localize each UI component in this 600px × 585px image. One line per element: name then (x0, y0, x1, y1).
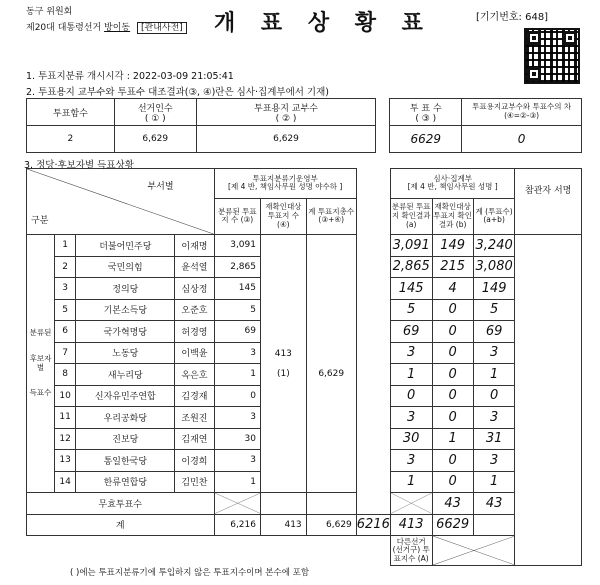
total-all: 6,629 (306, 514, 356, 536)
invalid-row (27, 493, 582, 515)
precinct-name: 방이동 (104, 23, 131, 33)
summary-voters: 6,629 (114, 126, 196, 153)
col-recheck-check: 재확인대상 투표지 확인결과 (b) (432, 198, 473, 234)
observer-signature-cell (515, 235, 582, 566)
col-classified: 분류된 투표지 수 (③) (214, 198, 260, 234)
section-2-heading: 2. 투표용지 교부수와 투표수 대조결과(③, ④)란은 심사·집계부에서 기재) (26, 87, 329, 98)
summary-boxes: 2 (27, 126, 115, 153)
review-header: 심사·집계부 [제 4 반, 책임사무원 성명 ] (390, 169, 515, 199)
summary-table (26, 98, 582, 153)
qr-code (524, 28, 580, 84)
total-row (27, 514, 582, 536)
page-title: 개 표 상 황 표 (214, 11, 432, 36)
candidate-row: 분류된 후보자별 득표수 1 더불어민주당 이재명 3,091 413 (1) 6,629 3,091 149 3,240 (27, 235, 582, 257)
total-classified-check: 6216 (356, 514, 390, 536)
grand-total-cell: 6,629 (306, 235, 356, 493)
candidate-row: 14 한류연합당 김민찬 1 1 0 1 (27, 471, 582, 493)
candidate-row: 10 신자유민주연합 김경재 0 0 0 0 (27, 385, 582, 407)
election-info (26, 20, 187, 33)
invalid-sum: 43 (473, 493, 515, 515)
candidate-row: 3 정의당 심상정 145 145 4 149 (27, 278, 582, 300)
precinct-type: [관내사전] (137, 22, 187, 34)
other-election-row (27, 536, 582, 566)
col-classified-check: 분류된 투표지 확인결과 (a) (390, 198, 432, 234)
summary-header-boxes: 투표함수 (27, 99, 115, 126)
header-diagonal-cell (27, 169, 215, 235)
summary-header-votes: 투 표 수 ( ③ ) (390, 99, 462, 126)
candidate-row: 13 통일한국당 이경희 3 3 0 3 (27, 450, 582, 472)
summary-header-voters: 선거인수 ( ① ) (114, 99, 196, 126)
observer-header: 참관자 서명 (515, 169, 582, 235)
candidate-row: 5 기본소득당 오준호 5 5 0 5 (27, 299, 582, 321)
total-recheck: 413 (260, 514, 306, 536)
total-sum: 6629 (432, 514, 473, 536)
section-3-heading: 3. 정당·후보자별 득표상황 (24, 160, 134, 171)
candidate-row: 8 새누리당 옥은호 1 1 0 1 (27, 364, 582, 386)
candidate-row: 6 국가혁명당 허경영 69 69 0 69 (27, 321, 582, 343)
results-table (26, 168, 582, 566)
election-name: 제20대 대통령선거 (26, 23, 102, 33)
category-label: 구분 (31, 216, 49, 226)
total-recheck-check: 413 (390, 514, 432, 536)
machine-number: [기기번호: 648] (476, 12, 549, 23)
summary-diff: 0 (462, 126, 582, 153)
section-1-start-time: 1. 투표지분류 개시시각 : 2022-03-09 21:05:41 (26, 71, 234, 82)
side-label: 분류된 후보자별 득표수 (27, 235, 55, 493)
candidate-row: 7 노동당 이백윤 3 3 0 3 (27, 342, 582, 364)
classifier-header: 투표지분류기운영부 [제 4 반, 책임사무원 성명 야수하 ] (214, 169, 356, 199)
col-total: 계 투표지총수 (③+④) (306, 198, 356, 234)
total-classified: 6,216 (214, 514, 260, 536)
candidate-row: 11 우리공화당 조원진 3 3 0 3 (27, 407, 582, 429)
summary-header-diff: 투표용지교부수와 투표수의 차(④=②-③) (462, 99, 582, 126)
org-name: 동구 위원회 (26, 7, 73, 17)
footnote: ( )에는 투표지분류기에 투입하지 않은 투표지수이며 본수에 포함 (70, 568, 310, 578)
invalid-recheck: 43 (432, 493, 473, 515)
total-label: 계 (27, 514, 215, 536)
candidate-row: 2 국민의힘 윤석열 2,865 2,865 215 3,080 (27, 256, 582, 278)
other-election-label: 다른선거 (선거구) 투표지수 (A) (390, 536, 432, 566)
dept-label: 부서별 (147, 182, 174, 192)
recheck-total-cell: 413 (1) (260, 235, 306, 493)
candidate-row: 12 진보당 김재연 30 30 1 31 (27, 428, 582, 450)
col-recheck: 재확인대상 투표지 수 (④) (260, 198, 306, 234)
summary-votes: 6629 (390, 126, 462, 153)
summary-issued: 6,629 (196, 126, 376, 153)
invalid-label: 무효투표수 (27, 493, 215, 515)
col-sum: 계 (투표수) (a+b) (473, 198, 515, 234)
summary-header-issued: 투표용지 교부수 ( ② ) (196, 99, 376, 126)
